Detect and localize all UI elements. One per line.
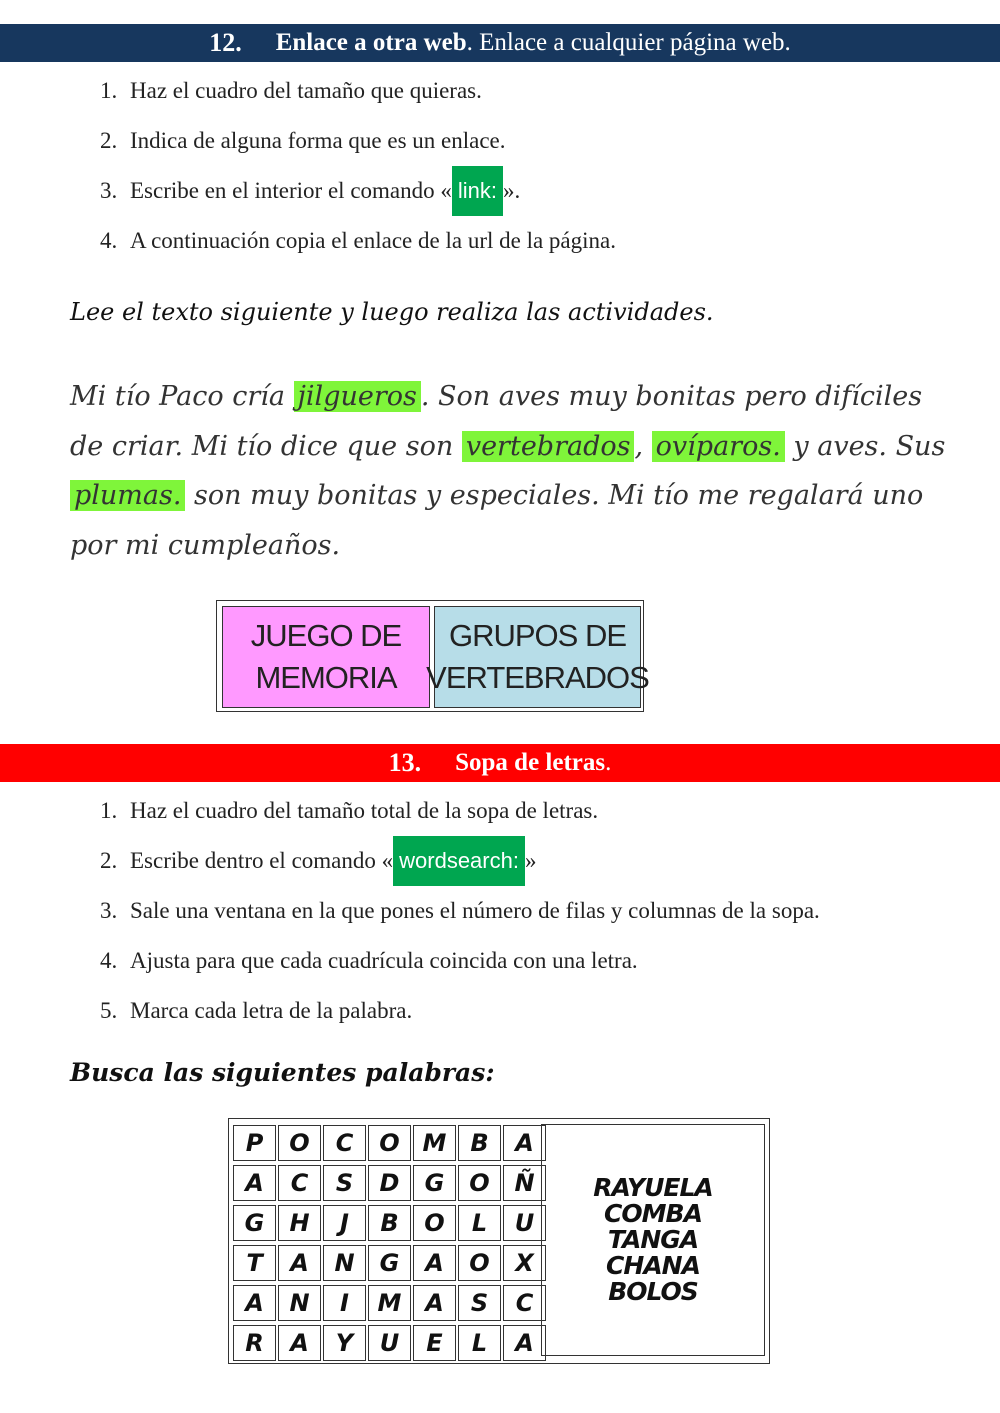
grid-cell[interactable]: A: [233, 1165, 276, 1201]
section-13-steps: [100, 786, 820, 1036]
reading-text: [70, 372, 950, 570]
grid-cell[interactable]: X: [503, 1245, 546, 1281]
vertebrate-groups-button[interactable]: [426, 606, 649, 708]
grid-cell[interactable]: M: [368, 1285, 411, 1321]
grid-cell[interactable]: A: [278, 1325, 321, 1361]
list-item: [100, 886, 820, 936]
list-item: [100, 986, 820, 1036]
wordsearch-puzzle: [228, 1118, 770, 1364]
grid-cell[interactable]: Y: [323, 1325, 366, 1361]
grid-cell[interactable]: C: [278, 1165, 321, 1201]
step-number: 2.: [100, 128, 118, 153]
step-text: Escribe dentro el comando «: [130, 848, 394, 873]
grid-cell[interactable]: A: [413, 1285, 456, 1321]
step-number: 5.: [100, 998, 118, 1023]
step-text: Ajusta para que cada cuadrícula coincida con una letra.: [130, 948, 638, 973]
grid-cell[interactable]: H: [278, 1205, 321, 1241]
list-item: [100, 66, 616, 116]
button-label: GRUPOS DE: [448, 618, 627, 653]
grid-cell[interactable]: M: [413, 1125, 456, 1161]
step-text: A continuación copia el enlace de la url de la página.: [130, 228, 616, 253]
step-number: 1.: [100, 798, 118, 823]
letter-grid: [233, 1123, 546, 1363]
word-item: COMBA: [604, 1199, 702, 1228]
section-12-steps: [100, 66, 616, 266]
list-item: [100, 216, 616, 266]
highlight-word: ovíparos.: [652, 431, 785, 462]
grid-cell[interactable]: G: [368, 1245, 411, 1281]
section-title-bold: Sopa de letras: [455, 749, 606, 776]
step-text-end: »: [524, 848, 537, 873]
section-13-header: [0, 744, 1000, 782]
grid-cell[interactable]: A: [503, 1325, 546, 1361]
text-segment: y aves. Sus: [784, 430, 946, 462]
grid-cell[interactable]: S: [323, 1165, 366, 1201]
step-text: Haz el cuadro del tamaño total de la sopa de letras.: [130, 798, 599, 823]
section-number: 12.: [209, 28, 242, 57]
section-number: 13.: [388, 748, 422, 777]
grid-cell[interactable]: U: [503, 1205, 546, 1241]
step-number: 4.: [100, 228, 118, 253]
word-item: BOLOS: [608, 1277, 698, 1306]
wordsearch-command-badge: wordsearch:: [393, 836, 525, 886]
step-number: 3.: [100, 178, 118, 203]
word-item: CHANA: [606, 1251, 700, 1280]
highlight-word: plumas.: [70, 480, 185, 511]
step-text: Sale una ventana en la que pones el número de filas y columnas de la sopa.: [130, 898, 820, 923]
grid-cell[interactable]: A: [278, 1245, 321, 1281]
section-title-rest: .: [605, 749, 612, 776]
grid-cell[interactable]: B: [458, 1125, 501, 1161]
text-segment: son muy bonitas y especiales. Mi tío me regalará uno por mi cumpleaños.: [70, 480, 924, 561]
step-text: Escribe en el interior el comando «: [130, 178, 452, 203]
game-links: [216, 600, 649, 712]
button-label: JUEGO DE: [250, 618, 402, 653]
list-item: [100, 786, 820, 836]
grid-cell[interactable]: S: [458, 1285, 501, 1321]
section-title-rest: . Enlace a cualquier página web.: [466, 29, 791, 56]
grid-cell[interactable]: D: [368, 1165, 411, 1201]
step-text: Indica de alguna forma que es un enlace.: [130, 128, 506, 153]
memory-game-button[interactable]: [222, 606, 430, 708]
grid-cell[interactable]: P: [233, 1125, 276, 1161]
grid-cell[interactable]: L: [458, 1205, 501, 1241]
grid-cell[interactable]: C: [323, 1125, 366, 1161]
list-item: [100, 936, 820, 986]
grid-cell[interactable]: O: [413, 1205, 456, 1241]
button-label: MEMORIA: [255, 660, 397, 695]
grid-cell[interactable]: C: [503, 1285, 546, 1321]
grid-cell[interactable]: U: [368, 1325, 411, 1361]
word-item: RAYUELA: [593, 1173, 713, 1202]
highlight-word: jilgueros: [294, 381, 421, 412]
step-number: 2.: [100, 848, 118, 873]
grid-cell[interactable]: B: [368, 1205, 411, 1241]
grid-cell[interactable]: G: [233, 1205, 276, 1241]
list-item: [100, 836, 820, 886]
wordsearch-instruction: Busca las siguientes palabras:: [70, 1058, 495, 1087]
step-number: 3.: [100, 898, 118, 923]
list-item: [100, 166, 616, 216]
grid-cell[interactable]: A: [233, 1285, 276, 1321]
grid-cell[interactable]: O: [368, 1125, 411, 1161]
text-segment: Mi tío Paco cría: [70, 381, 294, 412]
grid-cell[interactable]: E: [413, 1325, 456, 1361]
step-number: 4.: [100, 948, 118, 973]
grid-cell[interactable]: O: [278, 1125, 321, 1161]
reading-instruction: Lee el texto siguiente y luego realiza las actividades.: [70, 298, 714, 326]
section-title-bold: Enlace a otra web: [275, 29, 467, 56]
grid-cell[interactable]: N: [278, 1285, 321, 1321]
grid-cell[interactable]: I: [323, 1285, 366, 1321]
word-list: [541, 1124, 765, 1356]
highlight-word: vertebrados: [462, 431, 635, 462]
text-segment: . Son aves muy bonitas pero difíciles de criar. Mi tío dice que son: [70, 381, 923, 462]
grid-cell[interactable]: N: [323, 1245, 366, 1281]
section-12-header: [0, 24, 1000, 62]
grid-cell[interactable]: T: [233, 1245, 276, 1281]
grid-cell[interactable]: O: [458, 1245, 501, 1281]
grid-cell[interactable]: J: [323, 1205, 366, 1241]
list-item: [100, 116, 616, 166]
step-number: 1.: [100, 78, 118, 103]
grid-cell[interactable]: G: [413, 1165, 456, 1201]
grid-cell[interactable]: L: [458, 1325, 501, 1361]
grid-cell[interactable]: Ñ: [503, 1165, 546, 1201]
step-text: Haz el cuadro del tamaño que quieras.: [130, 78, 482, 103]
step-text: Marca cada letra de la palabra.: [130, 998, 413, 1023]
grid-cell[interactable]: R: [233, 1325, 276, 1361]
grid-cell[interactable]: O: [458, 1165, 501, 1201]
step-text-end: ».: [503, 178, 521, 203]
word-item: TANGA: [607, 1225, 699, 1254]
grid-cell[interactable]: A: [503, 1125, 546, 1161]
link-command-badge: link:: [452, 166, 503, 216]
button-label: VERTEBRADOS: [426, 660, 649, 695]
text-segment: ,: [634, 430, 652, 462]
grid-cell[interactable]: A: [413, 1245, 456, 1281]
